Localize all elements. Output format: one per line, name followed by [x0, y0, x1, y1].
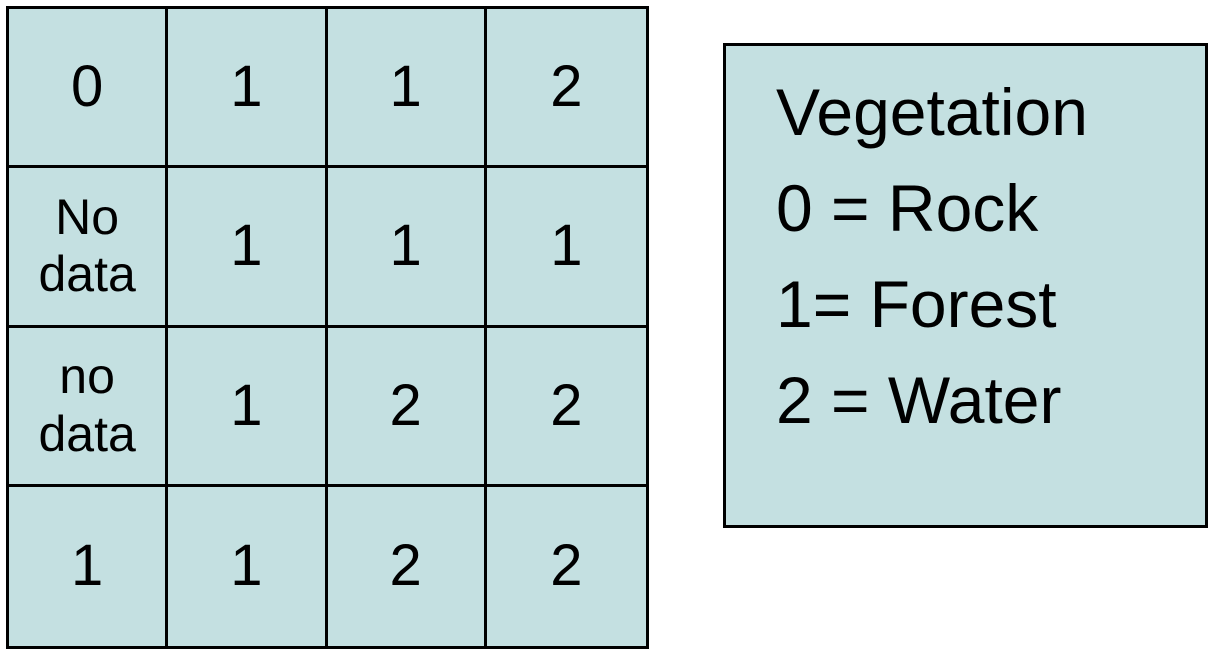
vegetation-raster-grid — [6, 6, 649, 649]
legend-entry-rock: 0 = Rock — [776, 171, 1039, 245]
legend-title: Vegetation — [776, 75, 1088, 149]
grid-cell-no-data: no data — [9, 328, 168, 487]
grid-cell: 1 — [487, 168, 646, 327]
grid-cell: 1 — [168, 328, 327, 487]
grid-cell: 1 — [9, 487, 168, 646]
grid-cell: 2 — [487, 487, 646, 646]
grid-cell: 1 — [328, 9, 487, 168]
legend-entry-forest: 1= Forest — [776, 267, 1057, 341]
grid-cell: 0 — [9, 9, 168, 168]
grid-cell-no-data: No data — [9, 168, 168, 327]
grid-cell: 1 — [168, 168, 327, 327]
legend-entry-water: 2 = Water — [776, 363, 1062, 437]
grid-cell: 2 — [487, 9, 646, 168]
grid-cell: 2 — [328, 328, 487, 487]
vegetation-legend — [723, 43, 1208, 528]
grid-cell: 2 — [487, 328, 646, 487]
grid-cell: 1 — [168, 9, 327, 168]
grid-cell: 1 — [168, 487, 327, 646]
grid-cell: 2 — [328, 487, 487, 646]
grid-cell: 1 — [328, 168, 487, 327]
